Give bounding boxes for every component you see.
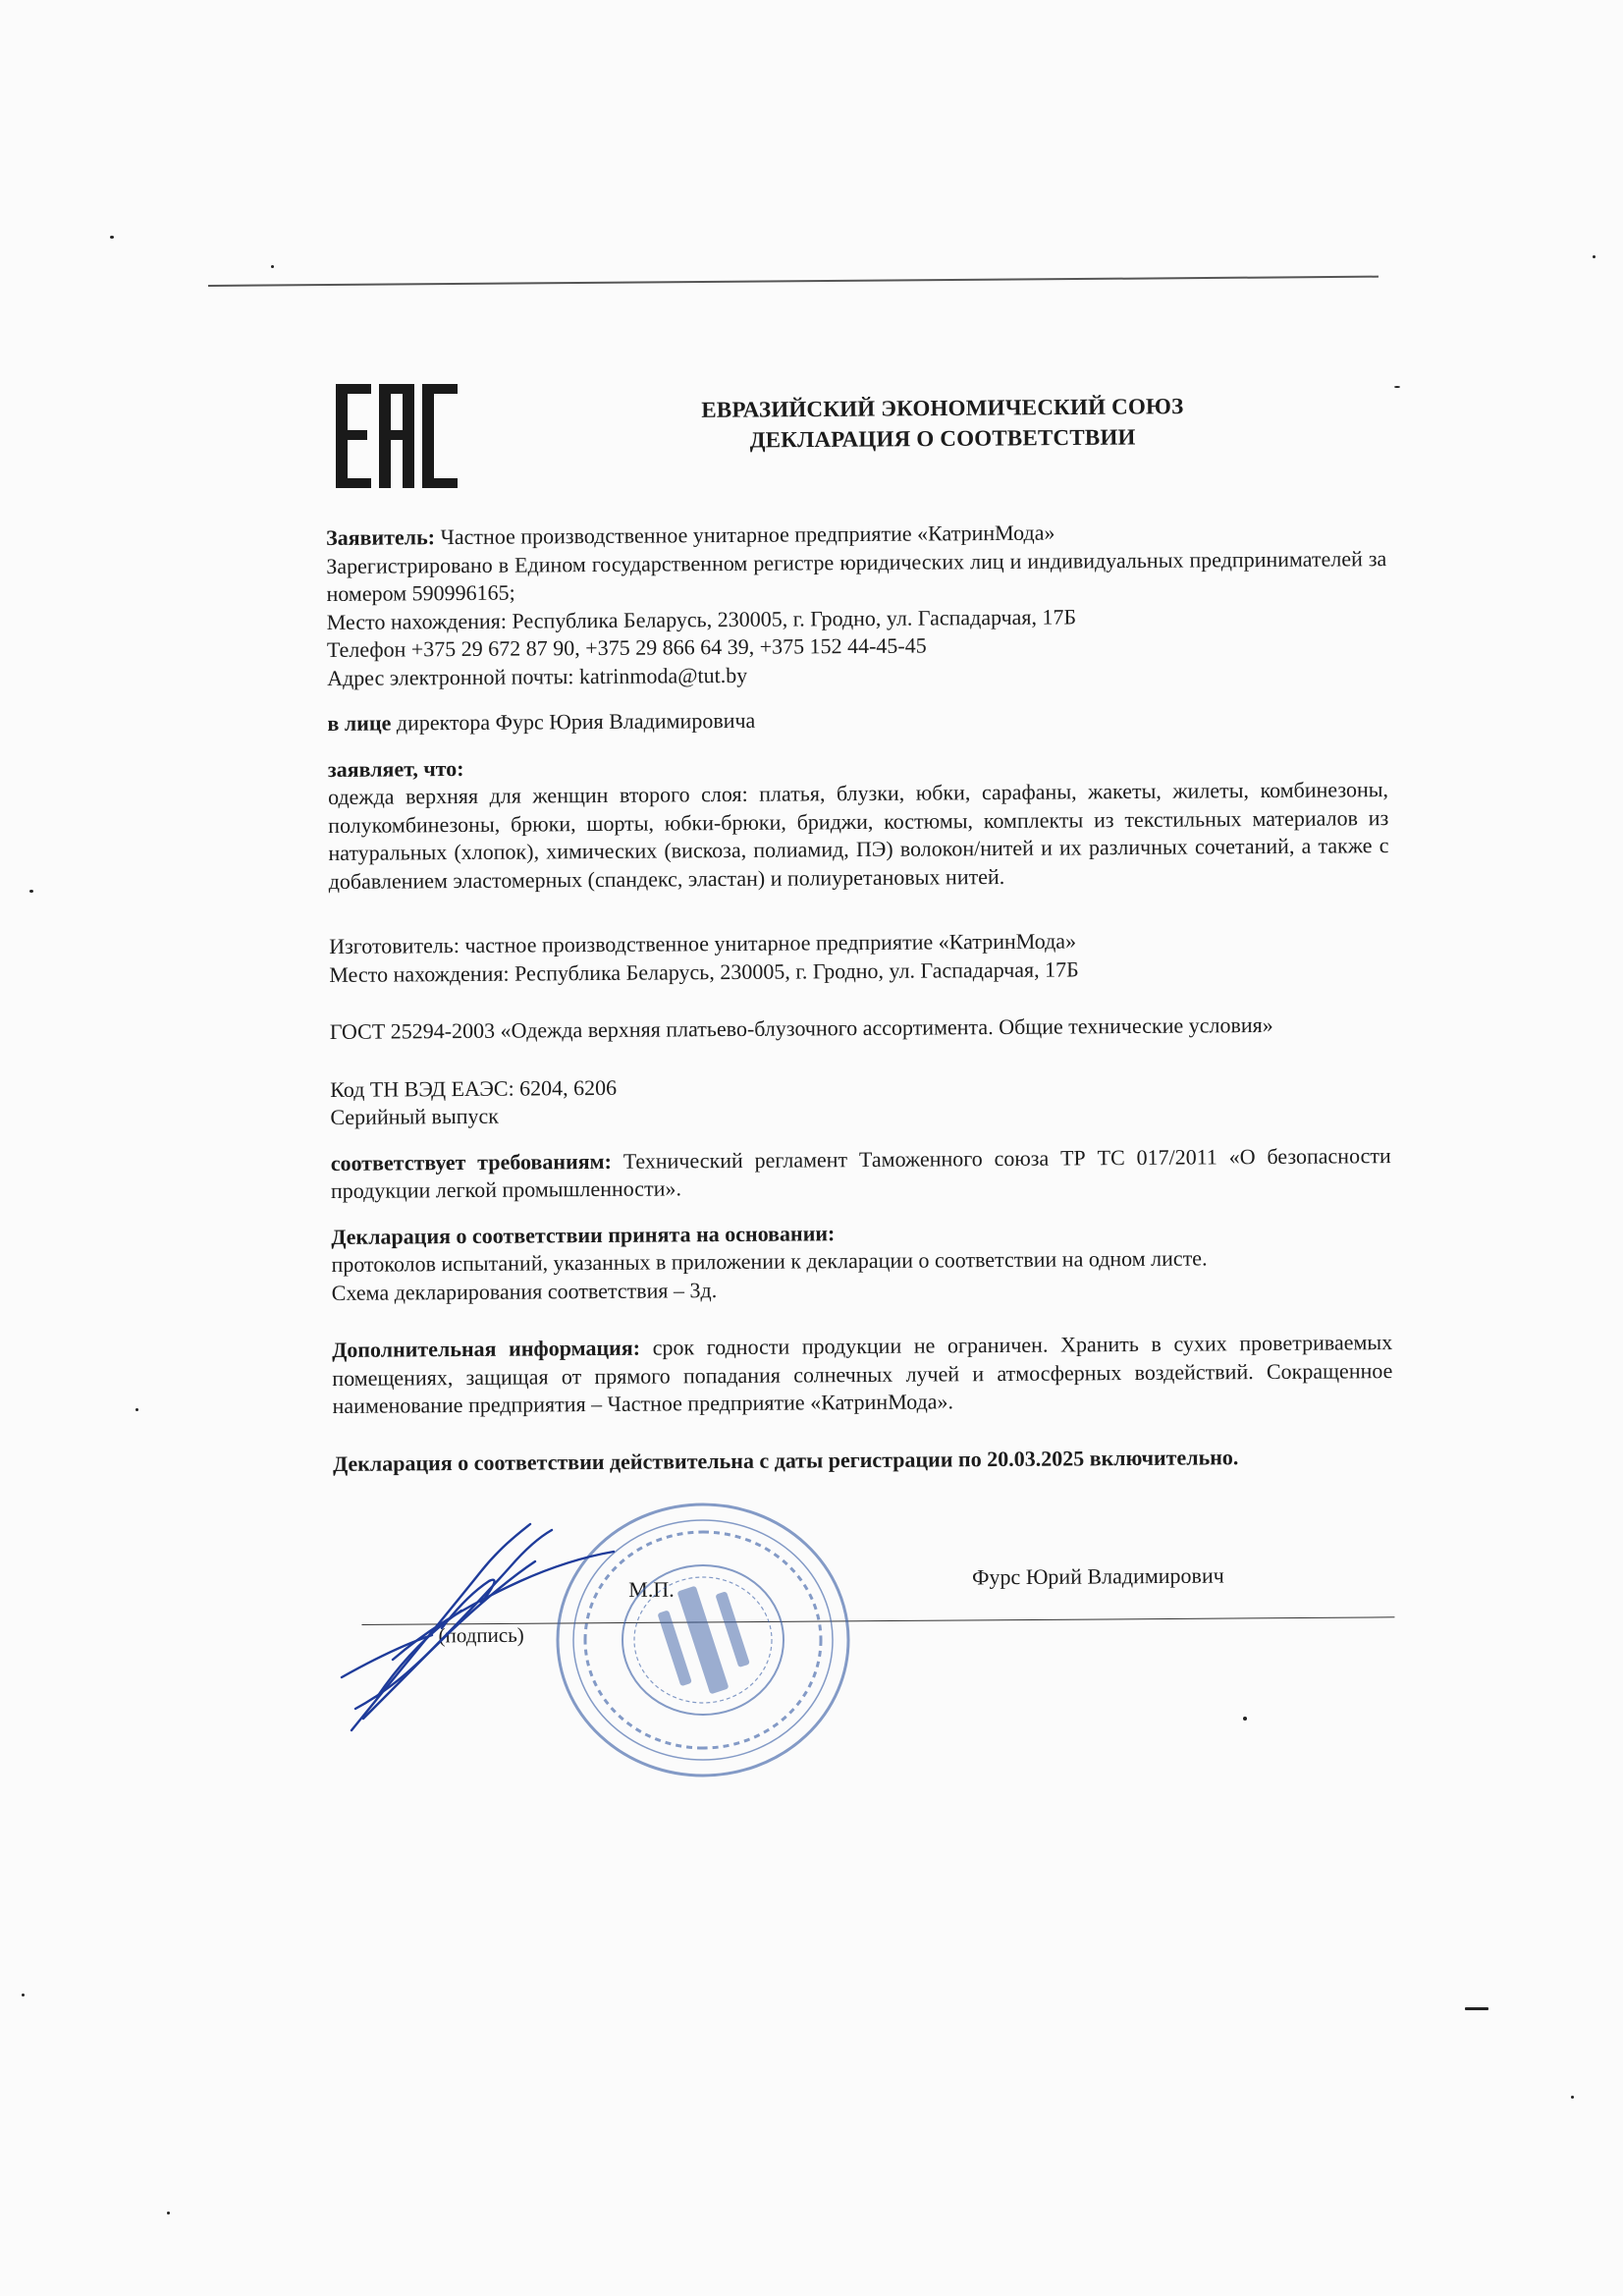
compliance-text: Технический регламент Таможенного союза ТР ТС 017/2011 «О безопасности продукции легкой промышленности». [330,1142,1391,1203]
additional-info [332,1329,1393,1420]
manufacturer-address: Место нахождения: Республика Беларусь, 230005, г. Гродно, ул. Гаспадарчая, 17Б [329,956,1079,987]
signer-name: Фурс Юрий Владимирович [972,1562,1224,1590]
validity-statement: Декларация о соответствии действительна с даты регистрации по 20.03.2025 включительно. [332,1444,1239,1476]
representative-text: директора Фурс Юрия Владимировича [391,707,756,736]
scan-speck [1465,2007,1488,2010]
applicant-registration: Зарегистрировано в Едином государственном регистре юридических лиц и индивидуальных предпринимателей за номером 590996165; [326,545,1387,606]
scan-speck [167,2212,170,2214]
applicant-phone: Телефон +375 29 672 87 90, +375 29 866 64 39, +375 152 44-45-45 [326,632,927,662]
stamp-place-label: М.П. [628,1576,675,1603]
eac-logo [334,381,461,491]
scan-speck [135,1408,138,1411]
declares-label: заявляет, что: [327,755,464,782]
scan-speck [1394,386,1400,388]
additional-text: срок годности продукции не ограничен. Хранить в сухих проветриваемых помещениях, защищая от прямого попадания солнечных лучей и атмосферных воздействий. Сокращенное наименование предприятия – Частное предприятие «КатринМода». [332,1330,1393,1418]
compliance-label: соответствует требованиям: [330,1148,612,1175]
applicant-name: Частное производственное унитарное предприятие «КатринМода» [434,519,1055,550]
scan-speck [1571,2096,1574,2099]
top-rule [208,276,1379,287]
applicant-email: Адрес электронной почты: katrinmoda@tut.by [327,662,748,690]
signature-caption: (подпись) [438,1622,524,1648]
declaration-body [326,517,1393,1478]
scan-speck [22,1994,25,1996]
header-declaration-title: ДЕКЛАРАЦИЯ О СООТВЕТСТВИИ [749,424,1136,453]
basis-protocols: протоколов испытаний, указанных в приложении к декларации о соответствии на одном листе. [331,1245,1208,1277]
handwritten-signature [334,1512,628,1738]
compliance-line [331,1142,1391,1206]
release-type: Серийный выпуск [330,1103,499,1129]
applicant-address: Место нахождения: Республика Беларусь, 230005, г. Гродно, ул. Гаспадарчая, 17Б [326,603,1077,634]
scan-speck [1593,255,1596,258]
scan-speck [29,890,33,893]
basis-label: Декларация о соответствии принята на основании: [331,1220,836,1249]
applicant-label: Заявитель: [326,524,436,550]
basis-scheme: Схема декларирования соответствия – 3д. [331,1277,718,1305]
document-header [628,390,1257,456]
additional-label: Дополнительная информация: [332,1335,641,1362]
manufacturer-name: Изготовитель: частное производственное унитарное предприятие «КатринМода» [329,928,1077,958]
scan-speck [1243,1717,1247,1721]
scan-speck [110,236,114,239]
declares-text: одежда верхняя для женщин второго слоя: платья, блузки, юбки, сарафаны, жакеты, жилеты, комбинезоны, полукомбинезоны, брюки, шорты, юбки-брюки, бриджи, костюмы, комплекты из текстильных материалов из натуральных (хлопок), химических (вискоза, полиамид, ПЭ) волокон/нитей и их различных сочетаний, а также с добавлением эластомерных (спандекс, эластан) и полиуретановых нитей. [327,777,1389,894]
scan-speck [271,265,274,268]
standard-reference: ГОСТ 25294-2003 «Одежда верхняя платьево-блузочного ассортимента. Общие технические условия» [329,1011,1273,1044]
header-union-title: ЕВРАЗИЙСКИЙ ЭКОНОМИЧЕСКИЙ СОЮЗ [701,394,1184,422]
tnved-code: Код ТН ВЭД ЕАЭС: 6204, 6206 [330,1074,618,1102]
representative-label: в лице [327,710,392,736]
